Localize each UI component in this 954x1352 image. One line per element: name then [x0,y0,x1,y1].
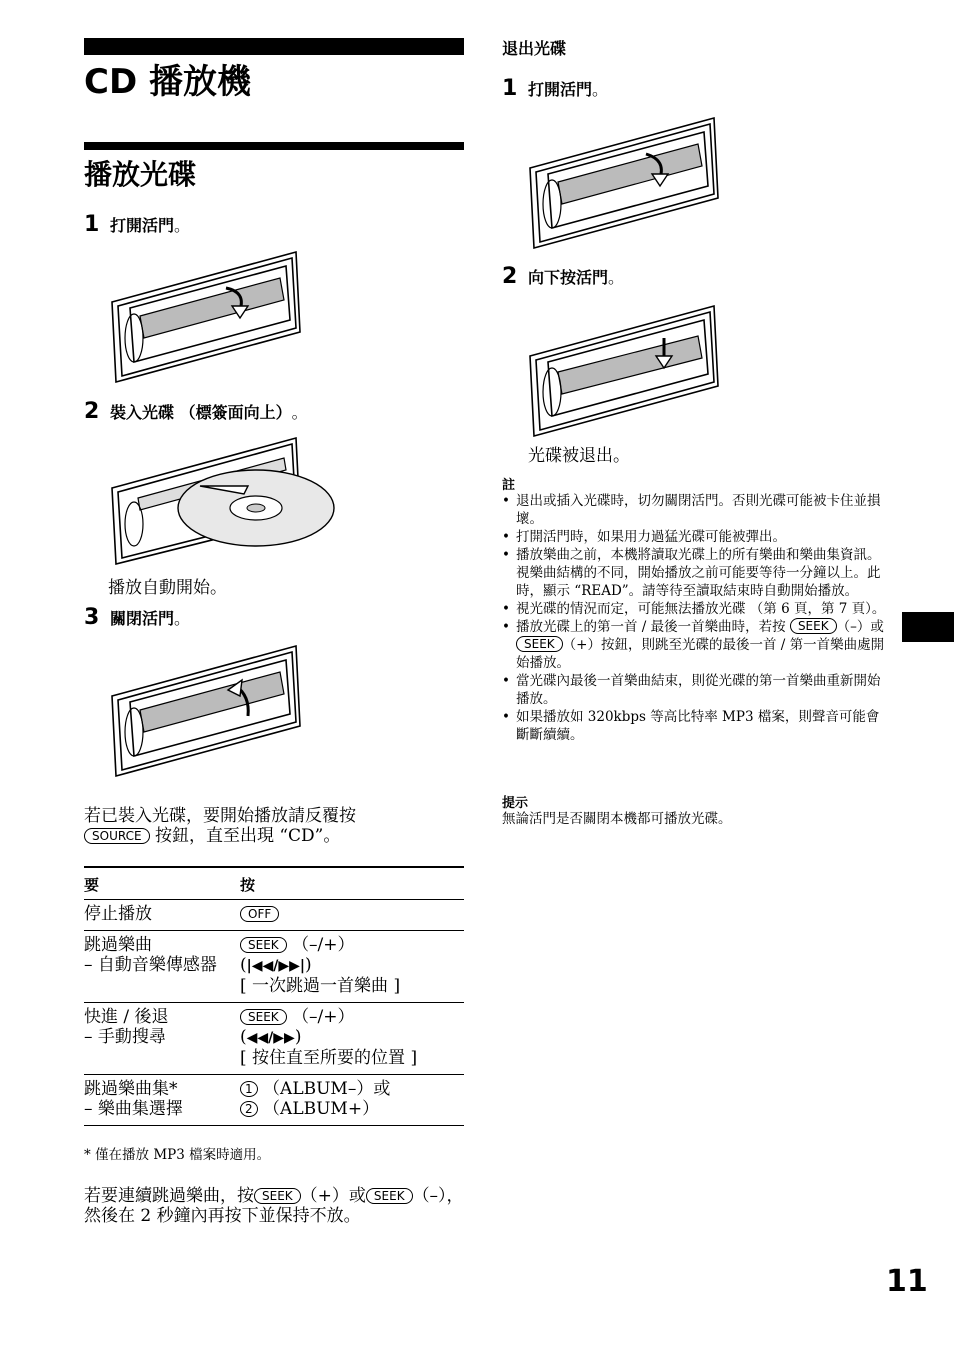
off-key: OFF [240,906,279,922]
table-row [84,931,464,1003]
table-header-cell: 按 [240,867,464,900]
cell-symbol: ) [294,1027,302,1047]
section-rule [84,142,464,150]
step-right-1 [502,78,608,101]
cell-symbol: ( [240,1027,247,1047]
note-text: 播放光碟上的第一首 / 最後一首樂曲時，若按 [516,619,786,635]
cell-line: 跳過樂曲 [84,935,152,955]
continuous-skip-text [84,1186,468,1226]
table-header-row [84,867,464,900]
list-item: • 視光碟的情況而定，可能無法播放光碟 （第 6 頁，第 7 頁）。 [502,600,886,618]
table-header-cell: 要 [84,867,240,900]
table-row [84,900,464,931]
note-text: （+）按鈕，則跳至光碟的最後一首 / 第一首樂曲處開始播放。 [516,637,885,671]
step-text: 打開活門 [110,216,175,235]
step-number: 1 [502,76,518,101]
tip-text: 無論活門是否關閉本機都可播放光碟。 [502,811,732,827]
press-down-illustration [526,302,722,438]
table-cell: 停止播放 [84,900,240,931]
cell-symbol: （–/+） [292,1007,355,1027]
cell-symbol: ) [305,955,312,975]
seek-key: SEEK [366,1188,413,1204]
cell-line: 快進 / 後退 [84,1007,169,1027]
table-cell [84,1003,240,1075]
album-minus-key: 1 [240,1081,258,1097]
table-cell [240,900,464,931]
step-tail: 。 [291,403,308,422]
title-rule [84,38,464,55]
repeat-text-pre: 若已裝入光碟，要開始播放請反覆按 [84,806,356,826]
unit-open-illustration [108,248,304,384]
seek-key: SEEK [240,1009,287,1025]
cell-symbol: （–/+） [292,935,355,955]
seek-key: SEEK [240,937,287,953]
list-item: • 如果播放如 320kbps 等高比特率 MP3 檔案，則聲音可能會斷斷續續。 [502,708,886,744]
auto-play-text: 播放自動開始。 [108,578,227,598]
cell-line: – 樂曲集選擇 [84,1099,183,1119]
cell-line: 跳過樂曲集* [84,1079,178,1099]
seek-key: SEEK [516,636,563,652]
side-tab [902,612,954,642]
step-number: 3 [84,605,100,630]
step-tail: 。 [592,80,609,99]
continuous-post: （–），然後在 2 秒鐘內再按下並保持不放。 [84,1186,464,1226]
step-left-2 [84,401,308,424]
list-item: • 打開活門時，如果用力過猛光碟可能被彈出。 [502,528,886,546]
eject-heading: 退出光碟 [502,39,567,58]
seek-key: SEEK [254,1188,301,1204]
insert-disc-illustration [108,434,340,568]
search-arrows-icon: ◀◀/▶▶ [246,1030,295,1046]
cell-note: [ 按住直至所要的位置 ] [240,1048,418,1068]
step-text: 向下按活門 [528,268,609,287]
repeat-text-post: 按鈕，直至出現 “CD”。 [154,826,341,846]
eject-open-illustration [526,114,722,250]
list-item: • 當光碟內最後一首樂曲結束，則從光碟的第一首樂曲重新開始播放。 [502,672,886,708]
table-cell [84,1075,240,1126]
cell-symbol: ( [240,955,247,975]
seek-key: SEEK [790,618,837,634]
notes-list [502,492,886,744]
step-number: 1 [84,212,100,237]
section-title: 播放光碟 [84,158,197,191]
table-row [84,1003,464,1075]
tip-label: 提示 [502,796,529,811]
table-cell [240,1075,464,1126]
table-cell [84,931,240,1003]
step-left-1 [84,214,190,237]
list-item [502,618,886,672]
unit-close-illustration [108,642,304,778]
list-item: • 退出或插入光碟時，切勿關閉活門。否則光碟可能被卡住並損壞。 [502,492,886,528]
footnote: * 僅在播放 MP3 檔案時適用。 [84,1147,271,1163]
page-title: CD 播放機 [84,62,252,102]
note-text: （–）或 [836,619,884,635]
step-left-3 [84,607,190,630]
ejected-text: 光碟被退出。 [528,446,630,466]
cell-line: – 自動音樂傳感器 [84,955,217,975]
step-text: 關閉活門 [110,609,175,628]
table-cell [240,1003,464,1075]
continuous-mid: （+）或 [300,1186,366,1206]
step-tail: 。 [174,216,191,235]
continuous-pre: 若要連續跳過樂曲，按 [84,1186,254,1206]
list-item: • 播放樂曲之前，本機將讀取光碟上的所有樂曲和樂曲集資訊。視樂曲結構的不同，開始播放之前可能要等待一分鐘以上。此時，顯示 “READ”。請等待至讀取結束時自動開始播放。 [502,546,886,600]
step-right-2 [502,266,624,289]
repeat-source-text [84,806,468,846]
table-cell [240,931,464,1003]
step-text: 打開活門 [528,80,593,99]
source-key: SOURCE [84,828,150,844]
page-number: 11 [886,1264,928,1299]
cell-line: – 手動搜尋 [84,1027,166,1047]
step-number: 2 [502,264,518,289]
cell-note: [ 一次跳過一首樂曲 ] [240,976,401,996]
cell-symbol: （ALBUM+） [263,1099,380,1119]
notes-label: 註 [502,478,516,493]
step-tail: 。 [174,609,191,628]
step-tail: 。 [608,268,625,287]
step-text: 裝入光碟 （標簽面向上） [110,403,292,422]
track-arrows-icon: |◀◀/▶▶| [246,958,306,974]
album-plus-key: 2 [240,1101,258,1117]
table-row [84,1075,464,1126]
cell-symbol: （ALBUM–）或 [263,1079,391,1099]
step-number: 2 [84,399,100,424]
operations-table [84,866,464,1126]
